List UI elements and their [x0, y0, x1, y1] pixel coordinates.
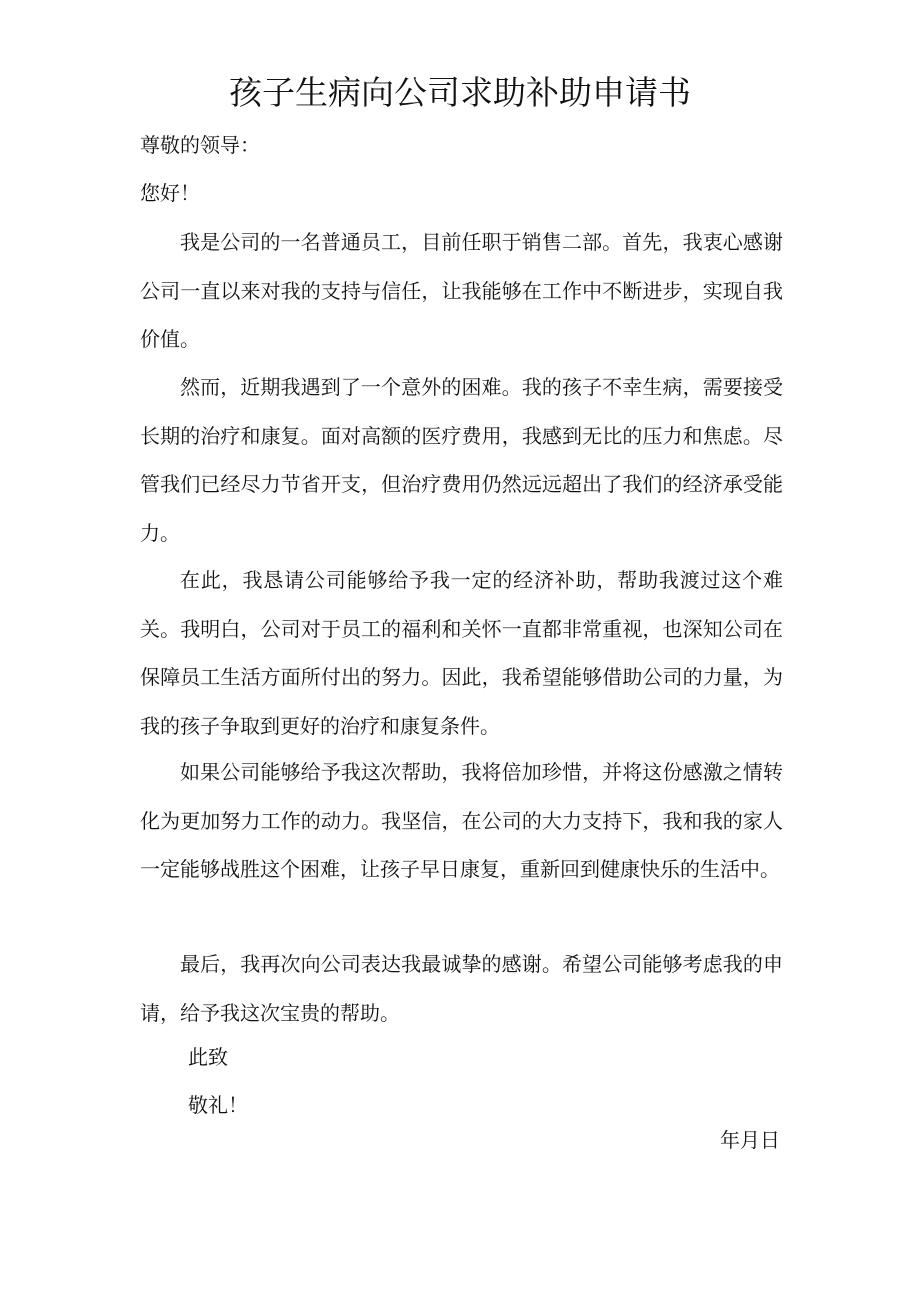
body-paragraph-4: 如果公司能够给予我这次帮助，我将倍加珍惜，并将这份感激之情转化为更加努力工作的动力。我坚信，在公司的大力支持下，我和我的家人一定能够战胜这个困难，让孩子早日康复，重新回到健康快乐的生活中。 — [140, 760, 783, 881]
closing-line-1: 此致 — [188, 1045, 228, 1069]
greeting: 您好！ — [140, 181, 200, 205]
body-paragraph-5: 最后，我再次向公司表达我最诚挚的感谢。希望公司能够考虑我的申请，给予我这次宝贵的帮助。 — [140, 952, 783, 1025]
body-paragraph-3: 在此，我恳请公司能够给予我一定的经济补助，帮助我渡过这个难关。我明白，公司对于员工的福利和关怀一直都非常重视，也深知公司在保障员工生活方面所付出的努力。因此，我希望能够借助公司的力量，为我的孩子争取到更好的治疗和康复条件。 — [140, 568, 783, 738]
salutation: 尊敬的领导： — [140, 133, 260, 157]
document-title: 孩子生病向公司求助补助申请书 — [229, 73, 691, 112]
date-line: 年月日 — [720, 1128, 780, 1152]
closing-line-2: 敬礼！ — [188, 1093, 248, 1117]
body-paragraph-2: 然而，近期我遇到了一个意外的困难。我的孩子不幸生病，需要接受长期的治疗和康复。面对高额的医疗费用，我感到无比的压力和焦虑。尽管我们已经尽力节省开支，但治疗费用仍然远远超出了我们的经济承受能力。 — [140, 375, 783, 545]
body-paragraph-1: 我是公司的一名普通员工，目前任职于销售二部。首先，我衷心感谢公司一直以来对我的支持与信任，让我能够在工作中不断进步，实现自我价值。 — [140, 230, 783, 351]
